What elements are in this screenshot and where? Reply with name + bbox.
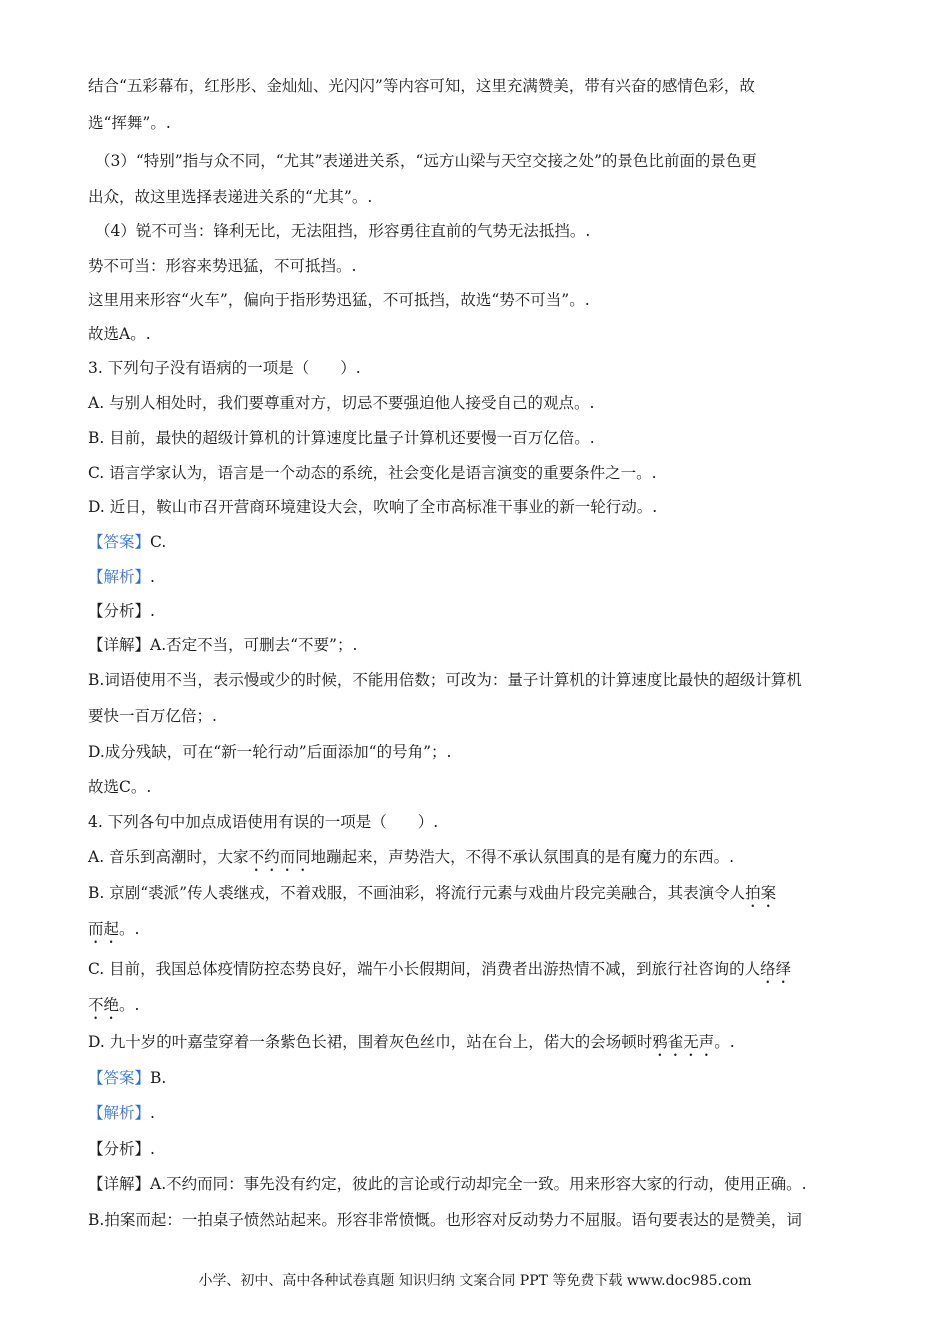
option-d [88, 1032, 878, 1054]
option-text: 。. [714, 1033, 735, 1051]
option-text: A. 音乐到高潮时，大家 [88, 848, 249, 866]
answer-tag: 【答案】 [88, 1069, 151, 1087]
option-text: 。. [119, 920, 140, 938]
answer-value: B. [150, 1069, 167, 1087]
analysis-tag: 【解析】 [88, 568, 151, 586]
text-line: B.拍案而起：一拍桌子愤然站起来。形容非常愤慨。也形容对反动势力不屈服。语句要表达的是赞美，词 [88, 1211, 802, 1229]
text-line: 故选A。. [88, 325, 151, 343]
option-b-cont [88, 919, 878, 941]
fenxi-line: 【分析】. [88, 602, 155, 620]
text-line: 故选C。. [88, 778, 152, 796]
text-line: （4）锐不可当：锋利无比，无法阻挡，形容勇往直前的气势无法抵挡。. [95, 222, 591, 240]
option-b: B. 目前，最快的超级计算机的计算速度比量子计算机还要慢一百万亿倍。. [88, 429, 595, 447]
option-text: 地蹦起来，声势浩大，不得不承认氛围真的是有魔力的东西。. [310, 848, 735, 866]
page-footer: 小学、初中、高中各种试卷真题 知识归纳 文案合同 PPT 等免费下载 www.doc985.com [198, 1273, 752, 1289]
analysis-line [88, 567, 878, 589]
answer-value: C. [150, 533, 167, 551]
detail-line: 【详解】A.否定不当，可删去“不要”；. [88, 636, 358, 654]
text-line: 选“挥舞”。. [88, 114, 171, 132]
fenxi-line: 【分析】. [88, 1140, 155, 1158]
option-c: C. 语言学家认为，语言是一个动态的系统，社会变化是语言演变的重要条件之一。. [88, 464, 657, 482]
text-line: （3）“特别”指与众不同，“尤其”表递进关系，“远方山梁与天空交接之处”的景色比前面的景色更 [95, 152, 757, 170]
answer-tag: 【答案】 [88, 533, 151, 551]
option-text: B. 京剧“裘派”传人裘继戎，不着戏服，不画油彩，将流行元素与戏曲片段完美融合，其表演令人 [88, 884, 746, 902]
dotted-idiom: 鸦雀无声 [652, 1033, 715, 1051]
option-text: D. 九十岁的叶嘉莹穿着一条紫色长裙，围着灰色丝巾，站在台上，偌大的会场顿时 [88, 1033, 653, 1051]
question-4: 4. 下列各句中加点成语使用有误的一项是（ ）. [88, 813, 439, 831]
option-text: 。. [119, 996, 140, 1014]
option-d: D. 近日，鞍山市召开营商环境建设大会，吹响了全市高标准干事业的新一轮行动。. [88, 498, 658, 516]
question-3: 3. 下列句子没有语病的一项是（ ）. [88, 359, 361, 377]
answer-line [88, 1068, 878, 1090]
option-a [88, 847, 878, 869]
option-text: C. 目前，我国总体疫情防控态势良好，端午小长假期间，消费者出游热情不减，到旅行社咨询的人 [88, 960, 761, 978]
analysis-value: . [150, 1104, 155, 1122]
text-line: 结合“五彩幕布，红彤彤、金灿灿、光闪闪”等内容可知，这里充满赞美，带有兴奋的感情色彩，故 [88, 77, 755, 95]
analysis-value: . [150, 568, 155, 586]
option-a: A. 与别人相处时，我们要尊重对方，切忌不要强迫他人接受自己的观点。. [88, 394, 595, 412]
answer-line [88, 532, 878, 554]
analysis-tag: 【解析】 [88, 1104, 151, 1122]
text-line: 要快一百万亿倍；. [88, 707, 217, 725]
option-c-cont [88, 995, 878, 1017]
detail-line: 【详解】A.不约而同：事先没有约定，彼此的言论或行动却完全一致。用来形容大家的行动，使用正确。. [88, 1175, 807, 1193]
text-line: 出众，故这里选择表递进关系的“尤其”。. [88, 188, 373, 206]
text-line: B.词语使用不当，表示慢或少的时候，不能用倍数；可改为：量子计算机的计算速度比最快的超级计算机 [88, 671, 802, 689]
dotted-idiom: 络绎 [760, 960, 792, 978]
dotted-idiom: 拍案 [745, 884, 777, 902]
option-b [88, 883, 878, 905]
dotted-idiom: 而起 [88, 920, 120, 938]
text-line: 这里用来形容“火车”，偏向于指形势迅猛，不可抵挡，故选“势不可当”。. [88, 291, 590, 309]
option-c [88, 959, 878, 981]
dotted-idiom: 不约而同 [248, 848, 311, 866]
dotted-idiom: 不绝 [88, 996, 120, 1014]
text-line: D.成分残缺，可在“新一轮行动”后面添加“的号角”；. [88, 743, 452, 761]
text-line: 势不可当：形容来势迅猛，不可抵挡。. [88, 257, 357, 275]
analysis-line [88, 1103, 878, 1125]
